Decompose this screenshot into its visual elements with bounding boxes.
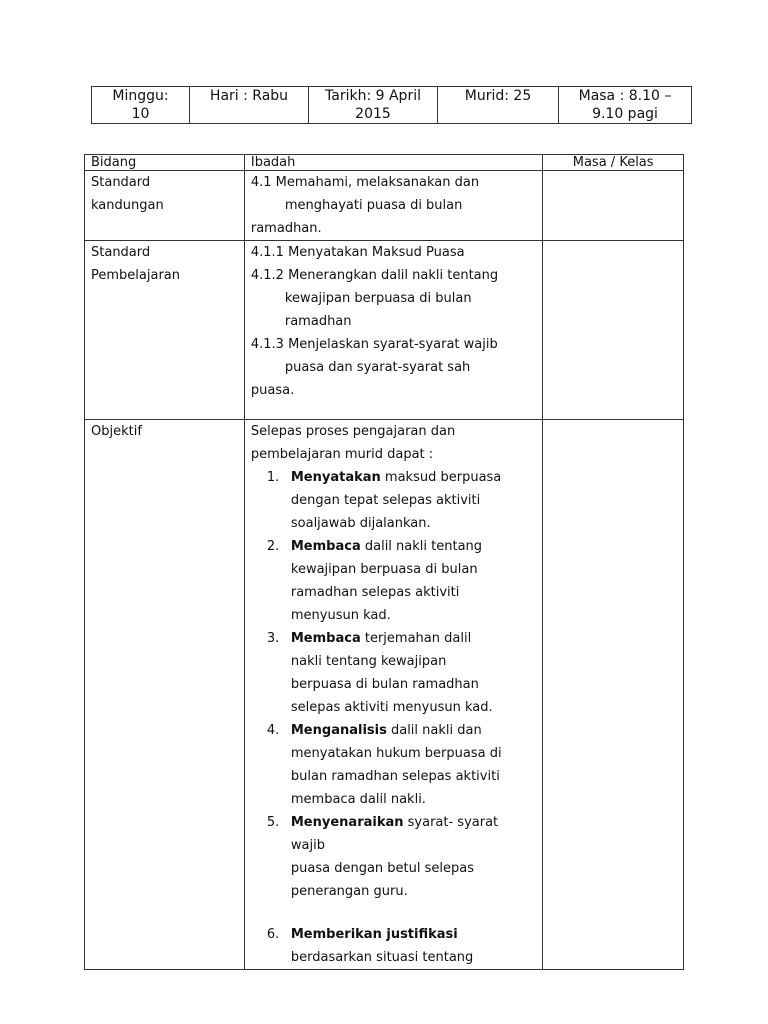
standard-pembelajaran-content [244,241,542,420]
standard-pembelajaran-row [85,241,684,420]
objektif-label: Objektif [85,420,245,970]
hari-cell [190,87,309,124]
label-line: Standard [91,175,151,190]
content-line: 4.1 Memahami, melaksanakan dan [250,175,480,190]
item-text: dalil nakli tentang [360,539,483,554]
masa-kelas-cell [543,241,684,420]
item-number: 4. [266,723,280,738]
item-text: dengan tepat selepas aktiviti [290,493,481,508]
item-number: 5. [266,815,280,830]
item-text: nakli tentang kewajipan [290,654,447,669]
item-verb: Membaca [290,539,361,554]
item-number: 2. [266,539,280,554]
objective-item [251,923,536,969]
objective-item [251,466,536,535]
masa-cell [559,87,692,124]
item-verb: Menganalisis [290,723,387,738]
tarikh-cell [309,87,438,124]
standard-pembelajaran-label [85,241,245,420]
item-text: wajib [290,838,325,853]
masa-kelas-cell [543,420,684,970]
item-verb: Memberikan justifikasi [290,927,458,942]
objective-item [251,535,536,627]
spacer [291,903,536,923]
col-bidang: Bidang [85,155,245,171]
item-text: terjemahan dalil [360,631,472,646]
masa-kelas-cell [543,171,684,241]
objektif-content [244,420,542,970]
item-text: soaljawab dijalankan. [290,516,431,531]
standard-kandungan-content [244,171,542,241]
item-text: berdasarkan situasi tentang [290,950,474,965]
content-line: kewajipan berpuasa di bulan [284,291,472,306]
col-masa-kelas: Masa / Kelas [543,155,684,171]
minggu-value: 10 [131,106,150,122]
item-text: menyusun kad. [290,608,391,623]
item-text: maksud berpuasa [380,470,502,485]
intro-line: Selepas proses pengajaran dan [250,424,456,439]
item-verb: Menyatakan [290,470,381,485]
standard-kandungan-label [85,171,245,241]
objective-list [251,466,536,969]
col-ibadah: Ibadah [244,155,542,171]
header-row [92,87,692,124]
item-text: puasa dengan betul selepas [290,861,474,876]
label-line: Pembelajaran [91,268,180,283]
objective-item [251,811,536,923]
content-line: 4.1.3 Menjelaskan syarat-syarat wajib [250,337,498,352]
label-line: kandungan [91,198,164,213]
item-text: bulan ramadhan selepas aktiviti [290,769,500,784]
content-line: ramadhan. [250,221,322,236]
content-line: 4.1.1 Menyatakan Maksud Puasa [250,245,465,260]
item-number: 3. [266,631,280,646]
label-line: Standard [91,245,151,260]
minggu-cell [92,87,190,124]
hari-text: Hari : Rabu [209,88,289,104]
content-line: menghayati puasa di bulan [284,198,463,213]
murid-cell [438,87,559,124]
content-line: 4.1.2 Menerangkan dalil nakli tentang [250,268,499,283]
content-line: puasa dan syarat-syarat sah [284,360,471,375]
standard-kandungan-row [85,171,684,241]
masa-label: Masa : 8.10 – [578,88,672,104]
content-line: puasa. [250,383,295,398]
item-number: 1. [266,470,280,485]
murid-text: Murid: 25 [464,88,532,104]
item-verb: Membaca [290,631,361,646]
objective-item [251,627,536,719]
item-text: syarat- syarat [403,815,499,830]
item-verb: Menyenaraikan [290,815,404,830]
tarikh-label: Tarikh: 9 April [325,88,421,104]
objective-item [251,719,536,811]
item-text: membaca dalil nakli. [290,792,426,807]
content-line: ramadhan [284,314,352,329]
lesson-plan-table [84,154,684,970]
lesson-header-table [91,86,692,124]
item-text: penerangan guru. [290,884,408,899]
tarikh-year: 2015 [355,106,391,122]
item-text: ramadhan selepas aktiviti [290,585,460,600]
item-number: 6. [266,927,280,942]
item-text: berpuasa di bulan ramadhan [290,677,479,692]
intro-line: pembelajaran murid dapat : [250,447,434,462]
objektif-row [85,420,684,970]
table-header-row [85,155,684,171]
item-text: menyatakan hukum berpuasa di [290,746,502,761]
masa-value: 9.10 pagi [592,106,658,122]
item-text: selepas aktiviti menyusun kad. [290,700,493,715]
item-text: kewajipan berpuasa di bulan [290,562,478,577]
item-text: dalil nakli dan [386,723,482,738]
minggu-label: Minggu: [112,88,169,104]
